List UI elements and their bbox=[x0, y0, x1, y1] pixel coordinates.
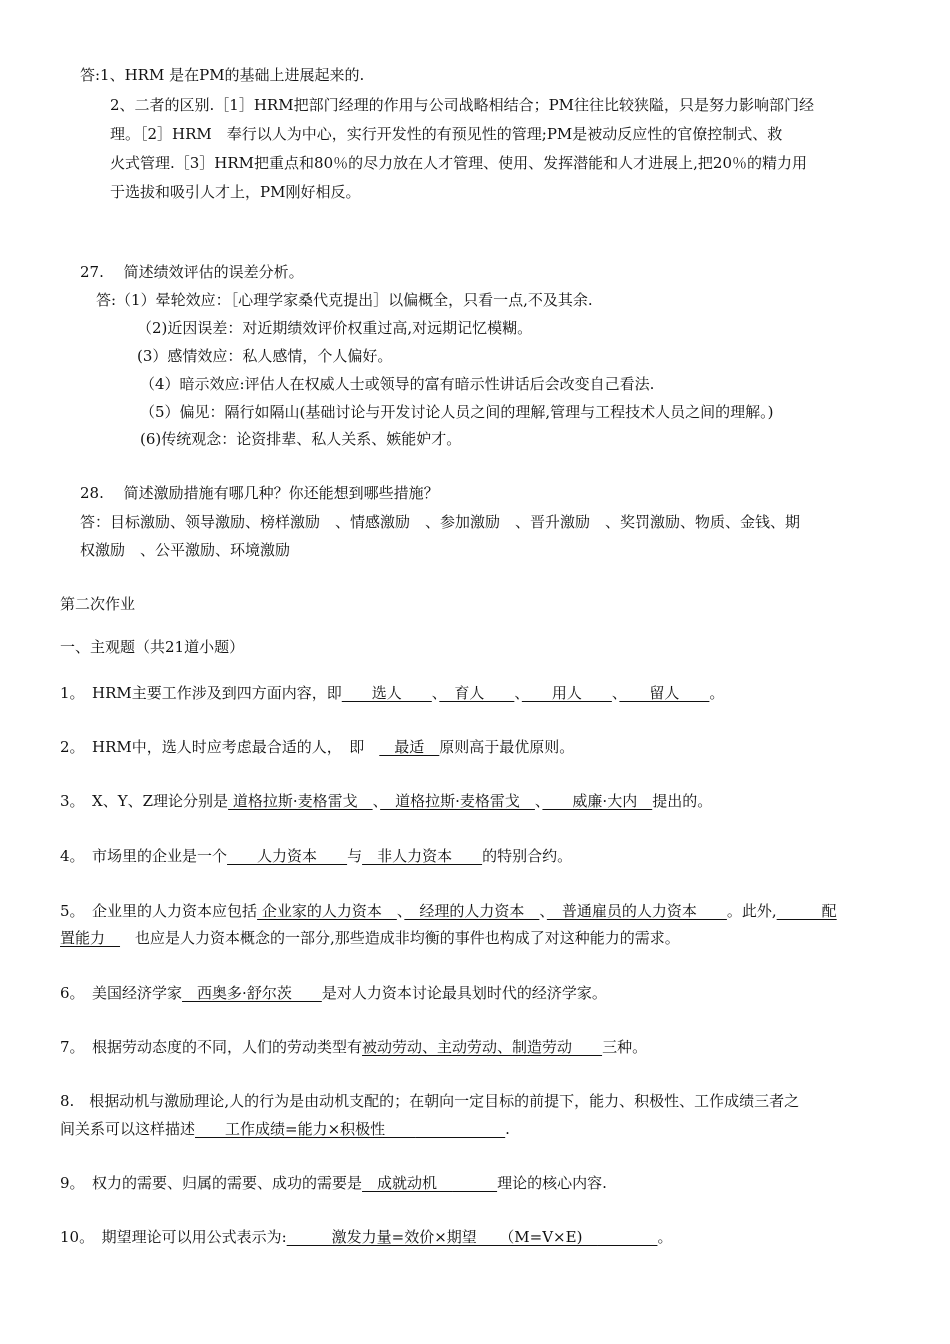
section-subjective-title: 一、主观题（共21道小题） bbox=[60, 638, 245, 656]
item-2 bbox=[60, 737, 574, 757]
q26-answer-2-line-2: 理。［2］HRM 奉行以人为中心，实行开发性的有预见性的管理;PM是被动反应性的官僚控制式、救 bbox=[110, 125, 783, 143]
item-6 bbox=[60, 983, 607, 1003]
q26-answer-2-line-4: 于选拔和吸引人才上，PM刚好相反。 bbox=[110, 183, 361, 201]
q27-answer-3: (3）感情效应：私人感情，个人偏好。 bbox=[137, 347, 393, 365]
item-10 bbox=[60, 1227, 672, 1247]
q27-answer-6: (6)传统观念：论资排辈、私人关系、嫉能妒才。 bbox=[140, 430, 462, 448]
item-4-blank-1: 人力资本 bbox=[227, 847, 348, 865]
item-3 bbox=[60, 791, 712, 811]
item-7-blank-1: 被动劳动、主动劳动、制造劳动 bbox=[362, 1038, 603, 1056]
item-6-prefix: 6。 美国经济学家 bbox=[60, 984, 183, 1002]
item-3-prefix: 3。 X、Y、Z理论分别是 bbox=[60, 792, 229, 810]
item-5-blank-1: 企业家的人力资本 bbox=[257, 902, 397, 920]
item-5-sep-2: 、 bbox=[539, 902, 547, 920]
item-9-suffix: 理论的核心内容. bbox=[497, 1174, 607, 1192]
item-3-blank-2: 道格拉斯·麦格雷戈 bbox=[380, 792, 535, 810]
item-3-blank-3: 威廉·大内 bbox=[542, 792, 653, 810]
q28-title: 28. 简述激励措施有哪几种？你还能想到哪些措施？ bbox=[80, 484, 439, 502]
homework-2-title: 第二次作业 bbox=[60, 595, 136, 613]
item-3-sep-1: 、 bbox=[372, 792, 381, 810]
item-8-suffix: . bbox=[505, 1120, 510, 1138]
item-7 bbox=[60, 1037, 647, 1057]
item-2-suffix: 原则高于最优原则。 bbox=[439, 738, 575, 756]
item-3-blank-1: 道格拉斯·麦格雷戈 bbox=[228, 792, 373, 810]
item-9 bbox=[60, 1173, 607, 1193]
q26-answer-1: 答:1、HRM 是在PM的基础上进展起来的. bbox=[80, 66, 365, 84]
item-5-mid: 。此外, bbox=[726, 902, 777, 920]
item-5-sep-1: 、 bbox=[396, 902, 405, 920]
item-8-blank-1: 工作成绩=能力×积极性 bbox=[195, 1120, 416, 1138]
item-4-prefix: 4。 市场里的企业是一个 bbox=[60, 847, 228, 865]
item-8-prefix: 间关系可以这样描述 bbox=[60, 1120, 196, 1138]
q26-answer-2-line-3: 火式管理.［3］HRM把重点和80％的尽力放在人才管理、使用、发挥潜能和人才进展上,把20％的精力用 bbox=[110, 154, 807, 172]
item-1-sep-1: 、 bbox=[431, 684, 440, 702]
item-6-blank-1: 西奥多·舒尔茨 bbox=[182, 984, 322, 1002]
item-8-line-1: 8. 根据动机与激励理论,人的行为是由动机支配的；在朝向一定目标的前提下，能力、积极性、工作成绩三者之 bbox=[60, 1092, 800, 1110]
item-1 bbox=[60, 683, 724, 703]
item-1-sep-2: 、 bbox=[514, 684, 522, 702]
q28-answer-line-1: 答：目标激励、领导激励、榜样激励 、情感激励 、参加激励 、晋升激励 、奖罚激励、物质、金钱、期 bbox=[80, 513, 801, 531]
item-4-sep-1: 与 bbox=[347, 847, 363, 865]
item-4-suffix: 的特别合约。 bbox=[482, 847, 573, 865]
item-2-prefix: 2。 HRM中，选人时应考虑最合适的人， 即 bbox=[60, 738, 380, 756]
item-4 bbox=[60, 846, 572, 866]
item-8-blank-2 bbox=[415, 1120, 505, 1138]
item-1-suffix: 。 bbox=[709, 684, 725, 702]
item-5-blank-3: 普通雇员的人力资本 bbox=[546, 902, 727, 920]
item-10-blank-1: 激发力量=效价×期望 （M=V×E) bbox=[286, 1228, 598, 1246]
item-6-suffix: 是对人力资本讨论最具划时代的经济学家。 bbox=[321, 984, 607, 1002]
item-10-suffix: 。 bbox=[657, 1228, 673, 1246]
q28-answer-line-2: 权激励 、公平激励、环境激励 bbox=[80, 541, 291, 559]
item-4-blank-2: 非人力资本 bbox=[362, 847, 483, 865]
item-5-suffix: 也应是人力资本概念的一部分,那些造成非均衡的事件也构成了对这种能力的需求。 bbox=[120, 929, 680, 947]
item-3-suffix: 提出的。 bbox=[652, 792, 713, 810]
item-3-sep-2: 、 bbox=[534, 792, 543, 810]
q26-answer-2-line-1: 2、二者的区别.［1］HRM把部门经理的作用与公司战略相结合；PM往往比较狭隘，只是努力影响部门经 bbox=[110, 96, 815, 114]
item-5-blank-2: 经理的人力资本 bbox=[404, 902, 540, 920]
item-7-suffix: 三种。 bbox=[602, 1038, 648, 1056]
item-8-line-2 bbox=[60, 1119, 510, 1139]
item-9-blank-2 bbox=[452, 1174, 497, 1192]
item-10-prefix: 10。 期望理论可以用公式表示为: bbox=[60, 1228, 287, 1246]
item-5-prefix: 5。 企业里的人力资本应包括 bbox=[60, 902, 258, 920]
item-1-blank-4: 留人 bbox=[619, 684, 710, 702]
item-5-line-2 bbox=[60, 928, 680, 948]
q27-answer-5: （5）偏见：隔行如隔山(基础讨论与开发讨论人员之间的理解,管理与工程技术人员之间的理解。) bbox=[140, 403, 774, 421]
q27-title: 27. 简述绩效评估的误差分析。 bbox=[80, 263, 304, 281]
q27-answer-1: 答:（1）晕轮效应：［心理学家桑代克提出］以偏概全，只看一点,不及其余. bbox=[96, 291, 593, 309]
item-5-blank-4-continued: 置能力 bbox=[60, 929, 121, 947]
item-1-prefix: 1。 HRM主要工作涉及到四方面内容，即 bbox=[60, 684, 342, 702]
item-1-blank-3: 用人 bbox=[521, 684, 612, 702]
item-10-blank-2 bbox=[597, 1228, 657, 1246]
item-5-line-1 bbox=[60, 901, 837, 921]
item-9-prefix: 9。 权力的需要、归属的需要、成功的需要是 bbox=[60, 1174, 363, 1192]
item-1-blank-2: 育人 bbox=[439, 684, 515, 702]
item-7-prefix: 7。 根据劳动态度的不同，人们的劳动类型有 bbox=[60, 1038, 363, 1056]
item-9-blank-1: 成就动机 bbox=[362, 1174, 453, 1192]
item-1-blank-1: 选人 bbox=[341, 684, 432, 702]
item-1-sep-3: 、 bbox=[611, 684, 620, 702]
item-5-blank-4: 配 bbox=[776, 902, 837, 920]
q27-answer-2: （2)近因误差：对近期绩效评价权重过高,对远期记忆模糊。 bbox=[137, 319, 533, 337]
q27-answer-4: （4）暗示效应:评估人在权威人士或领导的富有暗示性讲话后会改变自己看法. bbox=[140, 375, 655, 393]
item-2-blank-1: 最适 bbox=[379, 738, 440, 756]
